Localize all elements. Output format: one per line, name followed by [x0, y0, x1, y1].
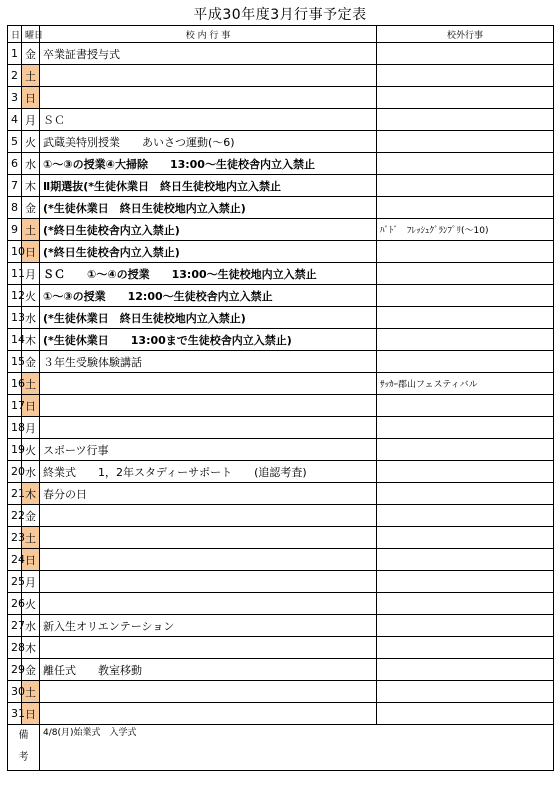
notes-label-1: 備 — [18, 730, 29, 741]
notes-text: 4/8(月)始業式 入学式 — [40, 725, 554, 771]
header-weekday: 曜日 — [22, 26, 40, 43]
event-cell — [40, 703, 377, 725]
day-cell: 22 — [8, 505, 22, 527]
event-cell: (*生徒休業日 終日生徒校地内立入禁止) — [40, 307, 377, 329]
notes-label-2: 考 — [18, 752, 29, 763]
schedule-row — [8, 241, 554, 263]
schedule-row — [8, 505, 554, 527]
schedule-row — [8, 285, 554, 307]
schedule-row — [8, 527, 554, 549]
event-cell: 離任式 教室移動 — [40, 659, 377, 681]
day-cell: 30 — [8, 681, 22, 703]
day-cell: 25 — [8, 571, 22, 593]
event-cell: ①～③の授業 12:00～生徒校舎内立入禁止 — [40, 285, 377, 307]
event-cell — [40, 549, 377, 571]
schedule-row — [8, 417, 554, 439]
schedule-row — [8, 549, 554, 571]
weekday-cell: 水 — [22, 307, 40, 329]
outside-event-cell — [377, 285, 554, 307]
event-cell — [40, 395, 377, 417]
day-cell: 5 — [8, 131, 22, 153]
day-cell: 27 — [8, 615, 22, 637]
outside-event-cell — [377, 43, 554, 65]
header-outside-events: 校外行事 — [377, 26, 554, 43]
event-cell — [40, 505, 377, 527]
day-cell: 23 — [8, 527, 22, 549]
schedule-row — [8, 109, 554, 131]
weekday-cell: 火 — [22, 131, 40, 153]
schedule-row — [8, 373, 554, 395]
outside-event-cell — [377, 175, 554, 197]
weekday-cell: 月 — [22, 109, 40, 131]
outside-event-cell — [377, 329, 554, 351]
day-cell: 13 — [8, 307, 22, 329]
schedule-row — [8, 571, 554, 593]
weekday-cell: 金 — [22, 351, 40, 373]
day-cell: 16 — [8, 373, 22, 395]
header-row — [8, 26, 554, 43]
day-cell: 15 — [8, 351, 22, 373]
weekday-cell: 火 — [22, 593, 40, 615]
notes-row — [8, 725, 554, 771]
day-cell: 11 — [8, 263, 22, 285]
outside-event-cell — [377, 659, 554, 681]
outside-event-cell — [377, 351, 554, 373]
outside-event-cell — [377, 439, 554, 461]
weekday-cell: 金 — [22, 197, 40, 219]
outside-event-cell — [377, 417, 554, 439]
event-cell — [40, 637, 377, 659]
event-cell — [40, 65, 377, 87]
event-cell: (*生徒休業日 13:00まで生徒校舎内立入禁止) — [40, 329, 377, 351]
day-cell: 14 — [8, 329, 22, 351]
outside-event-cell — [377, 681, 554, 703]
outside-event-cell — [377, 307, 554, 329]
schedule-row — [8, 483, 554, 505]
weekday-cell: 火 — [22, 285, 40, 307]
outside-event-cell — [377, 571, 554, 593]
outside-event-cell — [377, 549, 554, 571]
schedule-row — [8, 219, 554, 241]
day-cell: 29 — [8, 659, 22, 681]
page-title: 平成30年度3月行事予定表 — [193, 7, 367, 23]
weekday-cell: 土 — [22, 373, 40, 395]
day-cell: 28 — [8, 637, 22, 659]
weekday-cell: 水 — [22, 153, 40, 175]
event-cell: スポーツ行事 — [40, 439, 377, 461]
event-cell — [40, 681, 377, 703]
schedule-row — [8, 439, 554, 461]
day-cell: 24 — [8, 549, 22, 571]
schedule-row — [8, 43, 554, 65]
schedule-row — [8, 329, 554, 351]
weekday-cell: 金 — [22, 659, 40, 681]
day-cell: 31 — [8, 703, 22, 725]
outside-event-cell: ｻｯｶｰ郡山フェスティバル — [377, 373, 554, 395]
schedule-row — [8, 681, 554, 703]
schedule-table — [7, 25, 554, 771]
schedule-row — [8, 615, 554, 637]
event-cell — [40, 593, 377, 615]
weekday-cell: 木 — [22, 329, 40, 351]
day-cell: 3 — [8, 87, 22, 109]
day-cell: 17 — [8, 395, 22, 417]
event-cell — [40, 571, 377, 593]
weekday-cell: 金 — [22, 505, 40, 527]
outside-event-cell — [377, 87, 554, 109]
schedule-row — [8, 395, 554, 417]
weekday-cell: 日 — [22, 87, 40, 109]
day-cell: 8 — [8, 197, 22, 219]
event-cell: Ⅱ期選抜(*生徒休業日 終日生徒校地内立入禁止 — [40, 175, 377, 197]
outside-event-cell — [377, 461, 554, 483]
event-cell: ３年生受験体験講話 — [40, 351, 377, 373]
schedule-row — [8, 703, 554, 725]
event-cell: 武蔵美特別授業 あいさつ運動(～6) — [40, 131, 377, 153]
day-cell: 21 — [8, 483, 22, 505]
schedule-row — [8, 461, 554, 483]
event-cell — [40, 373, 377, 395]
weekday-cell: 月 — [22, 417, 40, 439]
schedule-row — [8, 263, 554, 285]
event-cell: ①～③の授業④大掃除 13:00～生徒校舎内立入禁止 — [40, 153, 377, 175]
day-cell: 19 — [8, 439, 22, 461]
outside-event-cell — [377, 263, 554, 285]
outside-event-cell: ﾊﾞﾄﾞ ﾌﾚｯｼｭｸﾞﾗﾝﾌﾟﾘ(～10) — [377, 219, 554, 241]
schedule-row — [8, 87, 554, 109]
outside-event-cell — [377, 241, 554, 263]
notes-label — [8, 725, 40, 771]
day-cell: 18 — [8, 417, 22, 439]
weekday-cell: 木 — [22, 175, 40, 197]
event-cell: 終業式 1，2年スタディーサポート (追認考査) — [40, 461, 377, 483]
header-events: 校 内 行 事 — [40, 26, 377, 43]
weekday-cell: 日 — [22, 395, 40, 417]
outside-event-cell — [377, 197, 554, 219]
event-cell: (*終日生徒校舎内立入禁止) — [40, 219, 377, 241]
day-cell: 9 — [8, 219, 22, 241]
outside-event-cell — [377, 395, 554, 417]
weekday-cell: 金 — [22, 43, 40, 65]
event-cell: ＳＣ ①～④の授業 13:00～生徒校地内立入禁止 — [40, 263, 377, 285]
schedule-row — [8, 153, 554, 175]
event-cell: (*終日生徒校舎内立入禁止) — [40, 241, 377, 263]
weekday-cell: 月 — [22, 571, 40, 593]
outside-event-cell — [377, 527, 554, 549]
outside-event-cell — [377, 153, 554, 175]
weekday-cell: 水 — [22, 461, 40, 483]
outside-event-cell — [377, 593, 554, 615]
weekday-cell: 月 — [22, 263, 40, 285]
day-cell: 7 — [8, 175, 22, 197]
weekday-cell: 日 — [22, 241, 40, 263]
outside-event-cell — [377, 65, 554, 87]
weekday-cell: 土 — [22, 681, 40, 703]
schedule-row — [8, 637, 554, 659]
weekday-cell: 木 — [22, 483, 40, 505]
day-cell: 12 — [8, 285, 22, 307]
day-cell: 26 — [8, 593, 22, 615]
day-cell: 6 — [8, 153, 22, 175]
schedule-row — [8, 659, 554, 681]
event-cell: 卒業証書授与式 — [40, 43, 377, 65]
event-cell: 春分の日 — [40, 483, 377, 505]
weekday-cell: 日 — [22, 549, 40, 571]
day-cell: 20 — [8, 461, 22, 483]
weekday-cell: 水 — [22, 615, 40, 637]
outside-event-cell — [377, 505, 554, 527]
outside-event-cell — [377, 703, 554, 725]
header-day: 日 — [8, 26, 22, 43]
event-cell: ＳＣ — [40, 109, 377, 131]
event-cell — [40, 527, 377, 549]
day-cell: 1 — [8, 43, 22, 65]
schedule-row — [8, 65, 554, 87]
schedule-row — [8, 593, 554, 615]
weekday-cell: 土 — [22, 527, 40, 549]
event-cell — [40, 87, 377, 109]
event-cell — [40, 417, 377, 439]
event-cell: (*生徒休業日 終日生徒校地内立入禁止) — [40, 197, 377, 219]
weekday-cell: 木 — [22, 637, 40, 659]
schedule-row — [8, 307, 554, 329]
weekday-cell: 日 — [22, 703, 40, 725]
outside-event-cell — [377, 483, 554, 505]
event-cell: 新入生オリエンテーション — [40, 615, 377, 637]
day-cell: 10 — [8, 241, 22, 263]
outside-event-cell — [377, 131, 554, 153]
schedule-row — [8, 197, 554, 219]
weekday-cell: 土 — [22, 219, 40, 241]
day-cell: 2 — [8, 65, 22, 87]
outside-event-cell — [377, 637, 554, 659]
weekday-cell: 火 — [22, 439, 40, 461]
schedule-row — [8, 131, 554, 153]
weekday-cell: 土 — [22, 65, 40, 87]
schedule-row — [8, 351, 554, 373]
outside-event-cell — [377, 109, 554, 131]
schedule-row — [8, 175, 554, 197]
day-cell: 4 — [8, 109, 22, 131]
outside-event-cell — [377, 615, 554, 637]
